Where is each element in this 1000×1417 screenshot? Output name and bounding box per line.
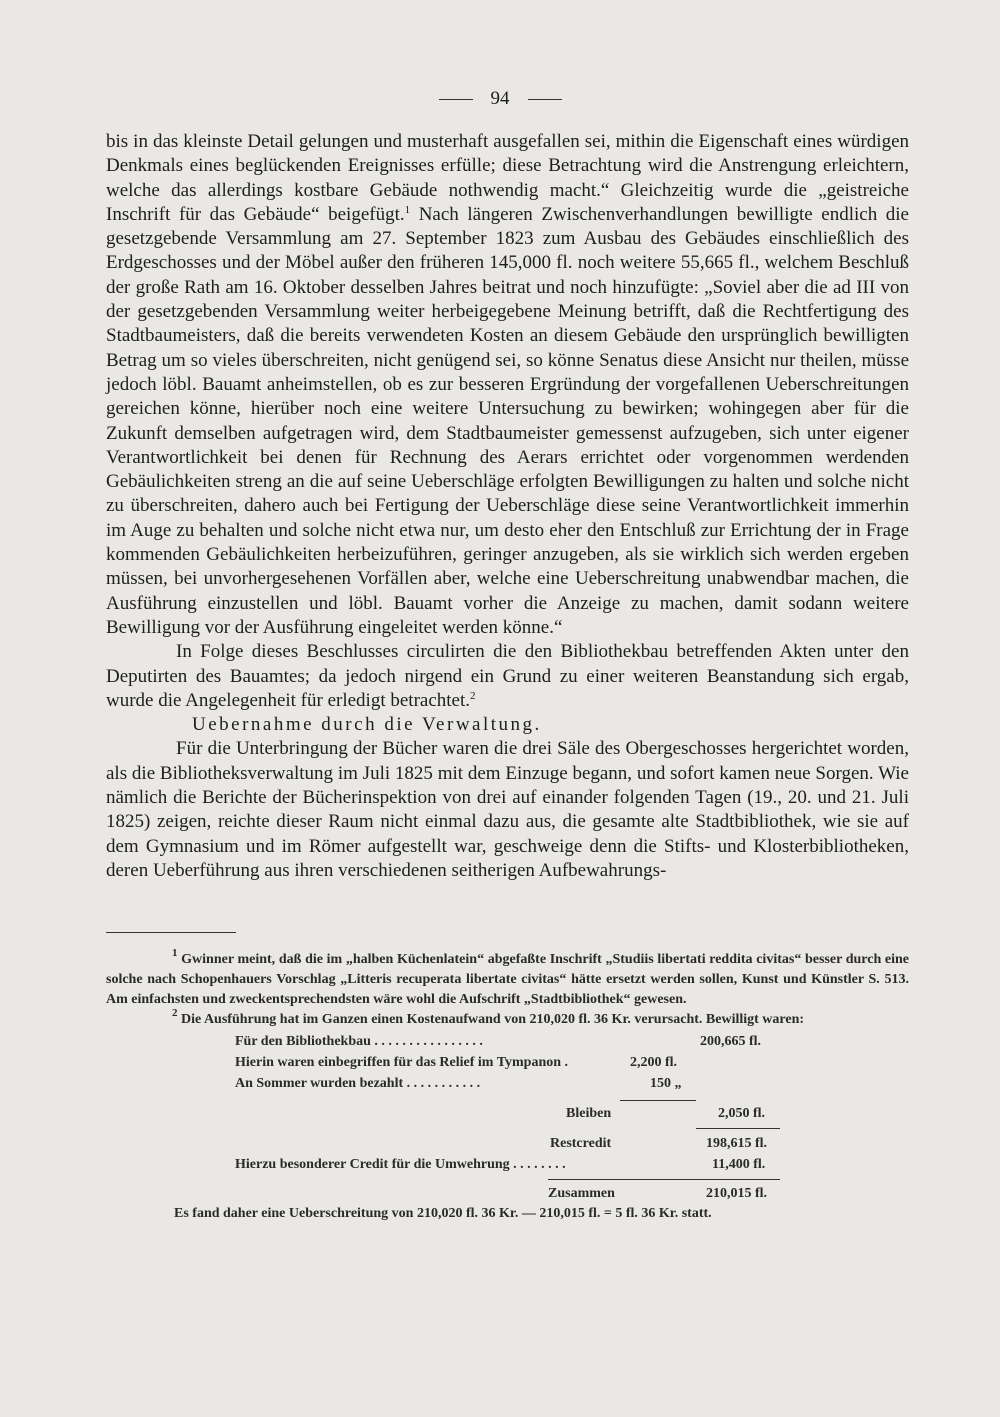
- account-row-2-label: Hierin waren einbegriffen für das Relief im Tympanon .: [235, 1055, 569, 1070]
- footnotes: [106, 947, 910, 1030]
- account-conclusion: Es fand daher eine Ueberschreitung von 210,020 fl. 36 Kr. — 210,015 fl. = 5 fl. 36 Kr. statt.: [174, 1206, 712, 1221]
- zusammen-label: Zusammen: [548, 1186, 615, 1201]
- account-row-3-label: An Sommer wurden bezahlt . . . . . . . . . . .: [235, 1076, 481, 1091]
- restcredit-label: Restcredit: [550, 1136, 612, 1151]
- paragraph-2: In Folge dieses Beschlusses circulirten die den Bibliothekbau betreffenden Akten unter den Deputirten des Bauamtes; da jedoch nirgend ein Grund zu einer weiteren Beanstandung sich ergab, wurde die Angelegenheit für erledigt betrachtet.$^2$: [106, 641, 909, 711]
- zusammen-value: 210,015 fl.: [706, 1186, 768, 1201]
- footnote-ref-1: 1: [404, 203, 411, 216]
- account-row-2-value: 2,200 fl.: [630, 1055, 678, 1070]
- account-row-4-value: 11,400 fl.: [712, 1157, 766, 1172]
- bleiben-label: Bleiben: [566, 1106, 612, 1121]
- account-row-1-value: 200,665 fl.: [700, 1034, 762, 1049]
- section-heading: Uebernahme durch die Verwaltung.: [192, 714, 542, 736]
- footnote-2: $^2$ Die Ausführung hat im Ganzen einen Kostenaufwand von 210,020 fl. 36 Kr. verursacht. Bewilligt waren:: [172, 1007, 805, 1027]
- bleiben-value: 2,050 fl.: [718, 1106, 766, 1121]
- footnote-ref-2: 2: [470, 689, 476, 702]
- page-number-rule-left: [439, 99, 473, 100]
- page-number: [0, 88, 1000, 110]
- paragraph-1: bis in das kleinste Detail gelungen und musterhaft ausgefallen sei, mithin die Eigenschaft eines würdigen Denkmals eines beglückenden Ereignisses erfülle; diese Betrachtung wird die Anstrengung erleichtern, welche das allerdings kostbare Gebäude nothwendig macht.“ Gleichzeitig wurde die „geistreiche Inschrift für das Gebäude“ beigefügt.$^1$ Nach längeren Zwischenverhandlungen bewilligte endlich die gesetzgebende Versammlung am 27. September 1823 zum Ausbau des Gebäudes einschließlich des Erdgeschosses und der Möbel außer den früheren 145,000 fl. noch weitere 55,665 fl., welchem Beschluß der große Rath am 16. Oktober desselben Jahres beitrat und noch hinzufügte: „Soviel aber die ad III von der gesetzgebenden Versammlung weiter herbeigegebene Meinung betrifft, daß die Rechtfertigung des Stadtbaumeisters, daß die bereits verwendeten Kosten an diesem Gebäude den ursprünglich bewilligten Betrag um so vieles überschreiten, nicht genügend sei, so könne Senatus diese Ansicht nur theilen, müsse jedoch löbl. Bauamt anheimstellen, ob es zur besseren Ergründung der vorgefallenen Ueberschreitungen gereichen könne, hierüber noch eine weitere Untersuchung zu bewirken; wohingegen aber für die Zukunft demselben aufgetragen wird, dem Stadtbaumeister gemessenst aufzugeben, sich unter eigener Verantwortlichkeit bei denen für Rechnung des Aerars errichtet oder vorgenommen werdenden Gebäulichkeiten streng an die auf seine Ueberschläge erfolgten Bewilligungen zu halten und solche nicht zu überschreiten, dahero auch bei Fertigung der Ueberschläge diese seine Verantwortlichkeit immerhin im Auge zu behalten und solche nicht etwa nur, um desto eher den Entschluß zur Errichtung der in Frage kommenden Gebäulichkeiten herbeizuführen, geringer anzugeben, als sie wirklich sich werden ergeben müssen, bei unvorhergesehenen Vorfällen aber, welche eine Ueberschreitung unabwendbar machen, die Ausführung einzustellen und löbl. Bauamt vorher die Anzeige zu machen, damit sodann weitere Bewilligung vor der Ausführung eingeleitet werden könne.“: [106, 131, 909, 638]
- paragraph-3: Für die Unterbringung der Bücher waren die drei Säle des Obergeschosses hergerichtet worden, als die Bibliotheksverwaltung im Juli 1825 mit dem Einzuge begann, und sofort kamen neue Sorgen. Wie nämlich die Berichte der Bücherinspektion von drei auf einander folgenden Tagen (19., 20. und 21. Juli 1825) zeigen, reichte dieser Raum nicht einmal dazu aus, die gesamte alte Stadtbibliothek, wie sie auf dem Gymnasium und im Römer aufgestellt war, geschweige denn die Stifts- und Klosterbibliotheken, deren Ueberführung aus ihren verschiedenen seitherigen Aufbewahrungs-: [106, 738, 909, 881]
- footnote-1: $^1$ Gwinner meint, daß die im „halben Küchenlatein“ abgefaßte Inschrift „Studiis libertati reddita civitas“ besser durch eine solche nach Schopenhauers Vorschlag „Litteris recuperata libertate civitas“ hätte ersetzt werden sollen, Kunst und Künstler S. 513. Am einfachsten und zweckentsprechendsten wäre wohl die Aufschrift „Stadtbibliothek“ gewesen.: [106, 947, 910, 1007]
- account-row-4-label: Hierzu besonderer Credit für die Umwehrung . . . . . . . .: [235, 1157, 566, 1172]
- page-number-rule-right: [528, 99, 562, 100]
- account-row-1-label: Für den Bibliothekbau . . . . . . . . . . . . . . . .: [235, 1034, 483, 1049]
- total-rule: [548, 1179, 780, 1180]
- subtotal-rule-1: [620, 1100, 696, 1101]
- page-number-text: 94: [490, 88, 510, 109]
- subtotal-rule-2: [696, 1128, 780, 1129]
- account-row-3-value: 150 „: [650, 1076, 682, 1091]
- footnote-separator: [106, 932, 236, 933]
- main-text: [106, 130, 909, 883]
- restcredit-value: 198,615 fl.: [706, 1136, 768, 1151]
